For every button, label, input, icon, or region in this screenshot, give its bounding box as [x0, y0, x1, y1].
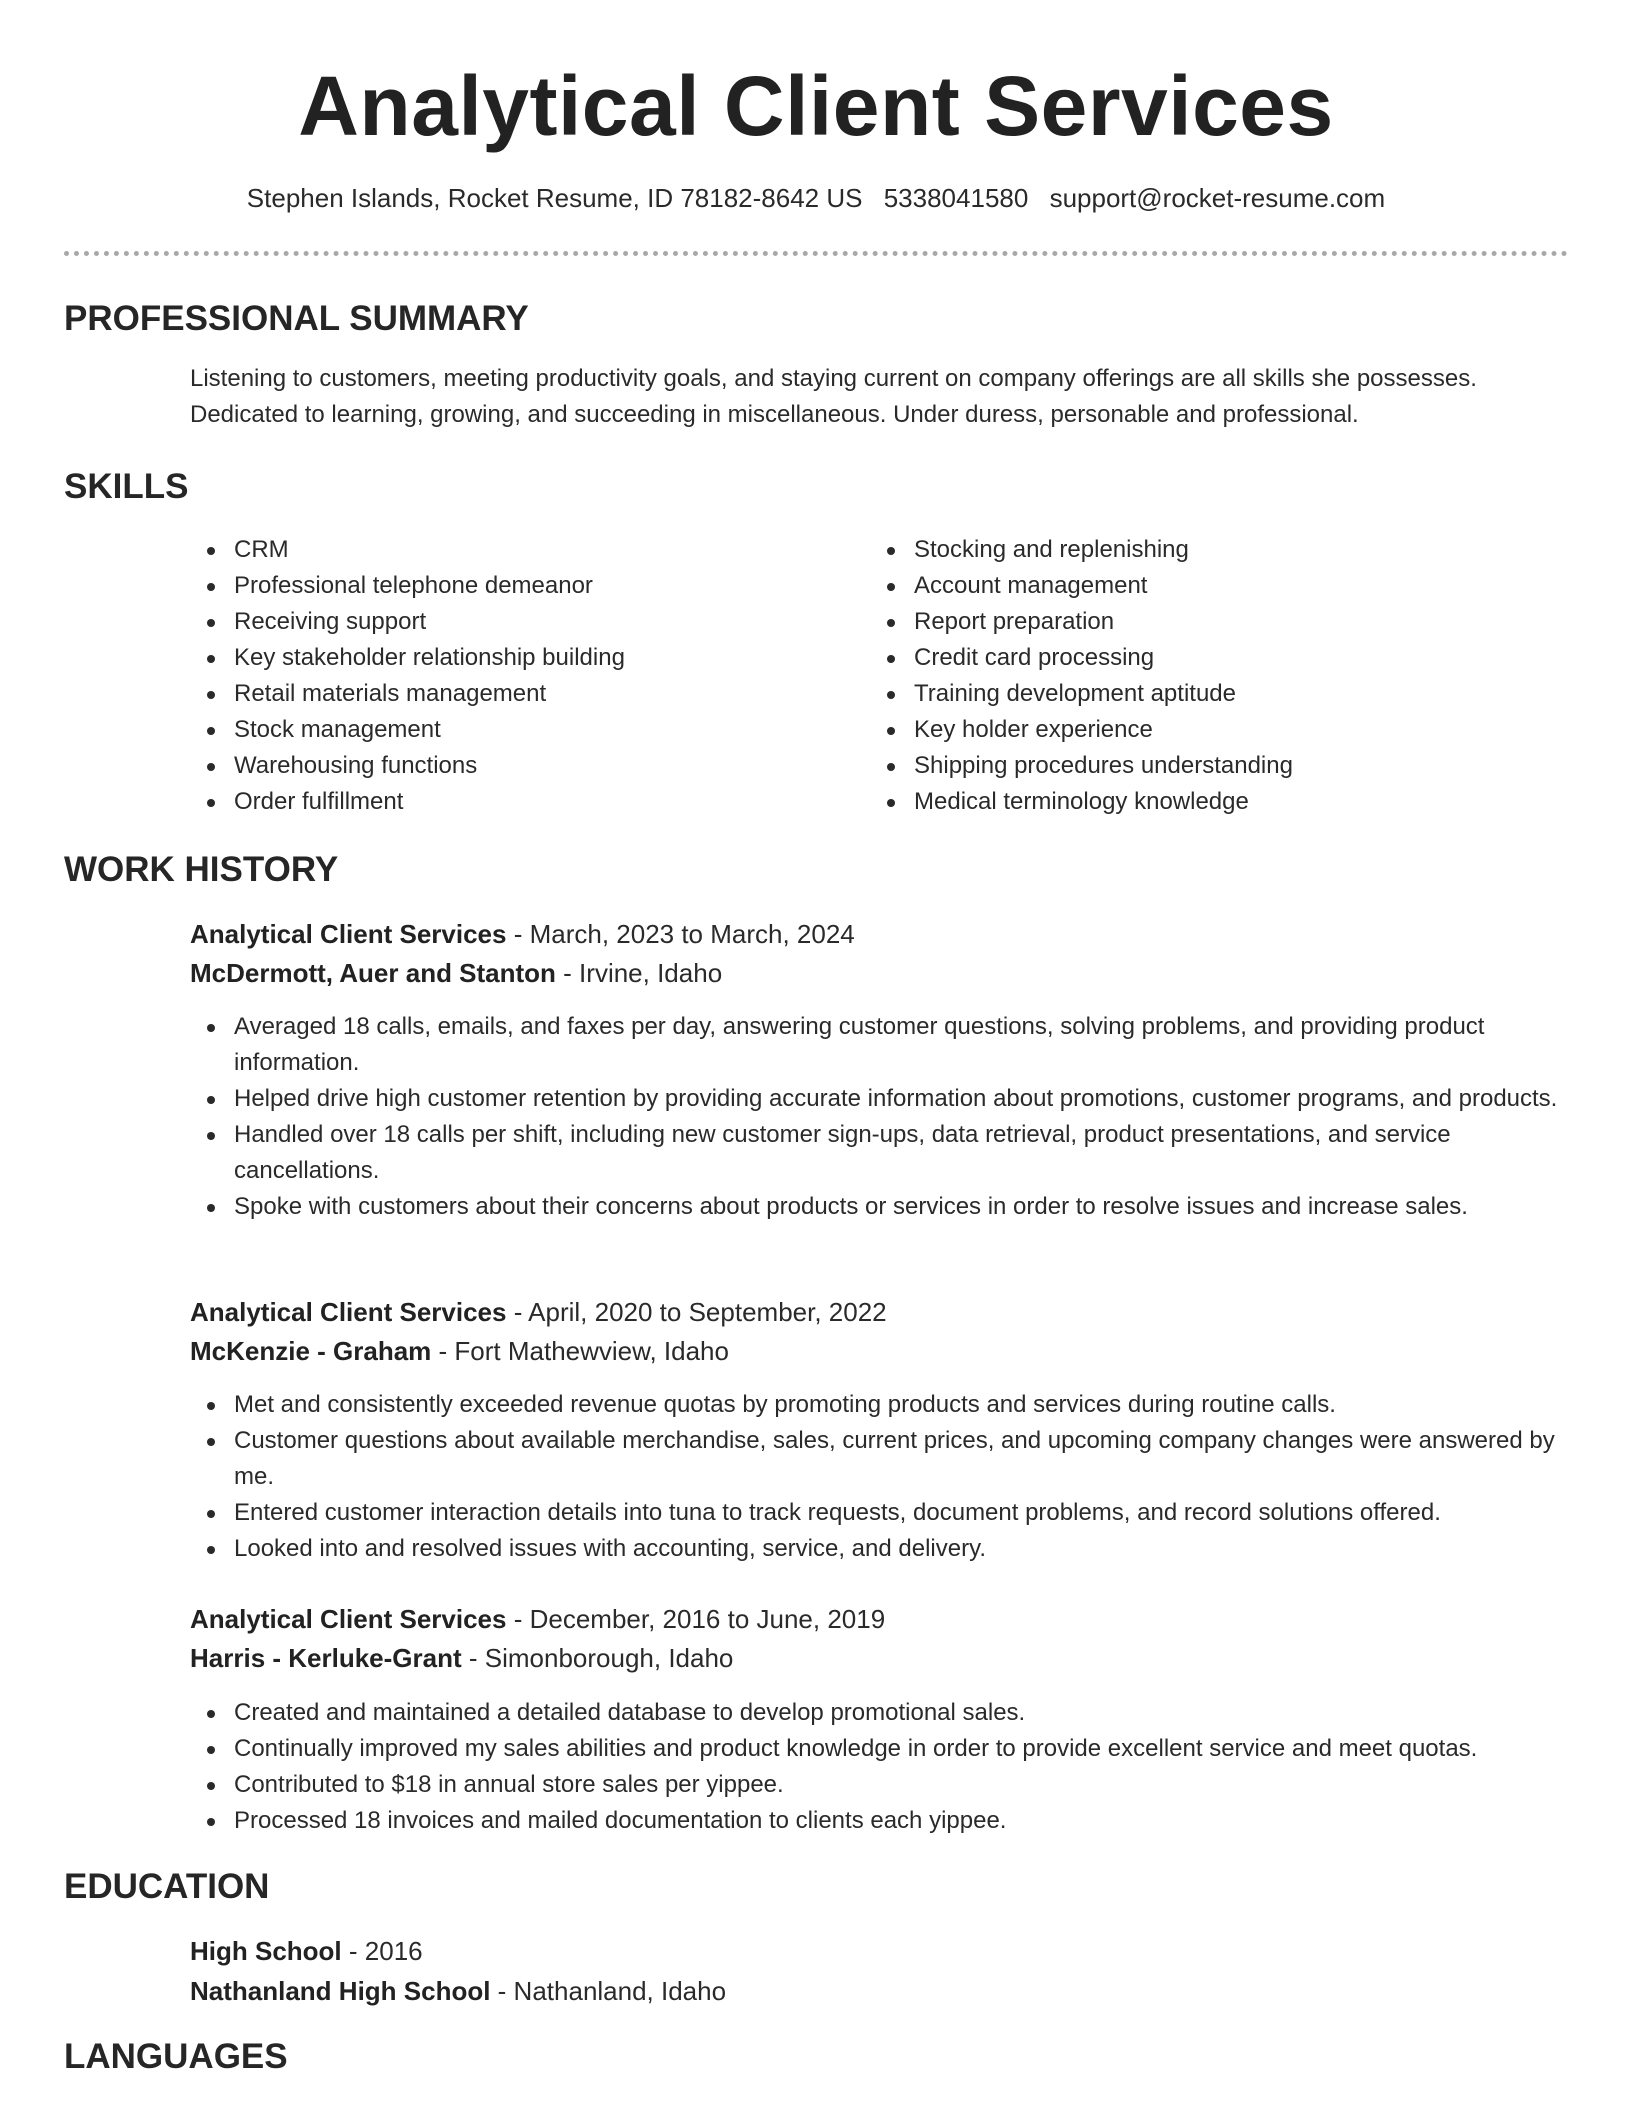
job-company-line: [190, 1640, 733, 1676]
education-degree-line: [190, 1933, 423, 1969]
job-title: Analytical Client Services: [190, 919, 507, 949]
education-heading: EDUCATION: [64, 1867, 270, 1906]
skill-item: Report preparation: [870, 604, 1570, 640]
job-duty: Averaged 18 calls, emails, and faxes per day, answering customer questions, solving problems, and providing product information.: [190, 1009, 1580, 1081]
skill-item: Professional telephone demeanor: [190, 568, 850, 604]
languages-heading: LANGUAGES: [64, 2037, 288, 2076]
skill-item: Account management: [870, 568, 1570, 604]
job-title-line: [190, 1601, 885, 1637]
skill-item: Training development aptitude: [870, 676, 1570, 712]
job-title-line: [190, 1294, 887, 1330]
job-duty: Entered customer interaction details into tuna to track requests, document problems, and record solutions offered.: [190, 1495, 1580, 1531]
job-title-line: [190, 916, 855, 952]
skill-item: Order fulfillment: [190, 784, 850, 820]
summary-line: Listening to customers, meeting productivity goals, and staying current on company offerings are all skills she possesses.: [190, 365, 1477, 392]
job-duty: Handled over 18 calls per shift, including new customer sign-ups, data retrieval, product presentations, and service cancellations.: [190, 1117, 1580, 1189]
job-duties: [190, 1695, 1580, 1839]
job-title: Analytical Client Services: [190, 1604, 507, 1634]
skills-list-right: [870, 532, 1570, 820]
contact-phone: 5338041580: [883, 183, 1029, 213]
job-location: - Irvine, Idaho: [555, 958, 723, 988]
work-heading: WORK HISTORY: [64, 850, 339, 889]
contact-address: Stephen Islands, Rocket Resume, ID 78182-8642 US: [246, 183, 863, 213]
job-duty: Contributed to $18 in annual store sales per yippee.: [190, 1767, 1580, 1803]
job-location: - Fort Mathewview, Idaho: [431, 1336, 729, 1366]
job-duty: Helped drive high customer retention by providing accurate information about promotions, customer programs, and products.: [190, 1081, 1580, 1117]
header-divider: [64, 251, 1568, 256]
contact-line: [0, 180, 1632, 216]
skills-heading: SKILLS: [64, 467, 189, 506]
contact-email: support@rocket-resume.com: [1049, 183, 1386, 213]
skill-item: Receiving support: [190, 604, 850, 640]
education-location: - Nathanland, Idaho: [490, 1976, 727, 2006]
job-company-line: [190, 1333, 729, 1369]
job-dates: - March, 2023 to March, 2024: [506, 919, 855, 949]
job-duty: Met and consistently exceeded revenue quotas by promoting products and services during routine calls.: [190, 1387, 1580, 1423]
skill-item: Retail materials management: [190, 676, 850, 712]
skill-item: Shipping procedures understanding: [870, 748, 1570, 784]
education-school-line: [190, 1973, 726, 2009]
job-duty: Spoke with customers about their concerns about products or services in order to resolve issues and increase sales.: [190, 1189, 1580, 1225]
skill-item: Key holder experience: [870, 712, 1570, 748]
summary-line: Dedicated to learning, growing, and succeeding in miscellaneous. Under duress, personable and professional.: [190, 401, 1359, 428]
summary-heading: PROFESSIONAL SUMMARY: [64, 299, 529, 338]
skill-item: Credit card processing: [870, 640, 1570, 676]
skill-item: Medical terminology knowledge: [870, 784, 1570, 820]
summary-text: [190, 361, 1570, 433]
job-company: McKenzie - Graham: [190, 1336, 432, 1366]
job-duties: [190, 1009, 1580, 1225]
skill-item: Key stakeholder relationship building: [190, 640, 850, 676]
job-location: - Simonborough, Idaho: [461, 1643, 734, 1673]
job-duty: Created and maintained a detailed database to develop promotional sales.: [190, 1695, 1580, 1731]
job-duty: Processed 18 invoices and mailed documentation to clients each yippee.: [190, 1803, 1580, 1839]
education-year: - 2016: [341, 1936, 423, 1966]
job-duty: Customer questions about available merchandise, sales, current prices, and upcoming company changes were answered by me.: [190, 1423, 1580, 1495]
job-dates: - December, 2016 to June, 2019: [506, 1604, 886, 1634]
job-duty: Continually improved my sales abilities and product knowledge in order to provide excellent service and meet quotas.: [190, 1731, 1580, 1767]
job-company-line: [190, 955, 722, 991]
job-duty: Looked into and resolved issues with accounting, service, and delivery.: [190, 1531, 1580, 1567]
education-degree: High School: [190, 1936, 342, 1966]
skill-item: Stocking and replenishing: [870, 532, 1570, 568]
job-dates: - April, 2020 to September, 2022: [506, 1297, 887, 1327]
education-school: Nathanland High School: [190, 1976, 491, 2006]
job-company: Harris - Kerluke-Grant: [190, 1643, 462, 1673]
skill-item: Stock management: [190, 712, 850, 748]
resume-name: Analytical Client Services: [298, 59, 1334, 153]
skill-item: Warehousing functions: [190, 748, 850, 784]
skills-list-left: [190, 532, 850, 820]
job-title: Analytical Client Services: [190, 1297, 507, 1327]
job-duties: [190, 1387, 1580, 1567]
job-company: McDermott, Auer and Stanton: [190, 958, 556, 988]
skill-item: CRM: [190, 532, 850, 568]
